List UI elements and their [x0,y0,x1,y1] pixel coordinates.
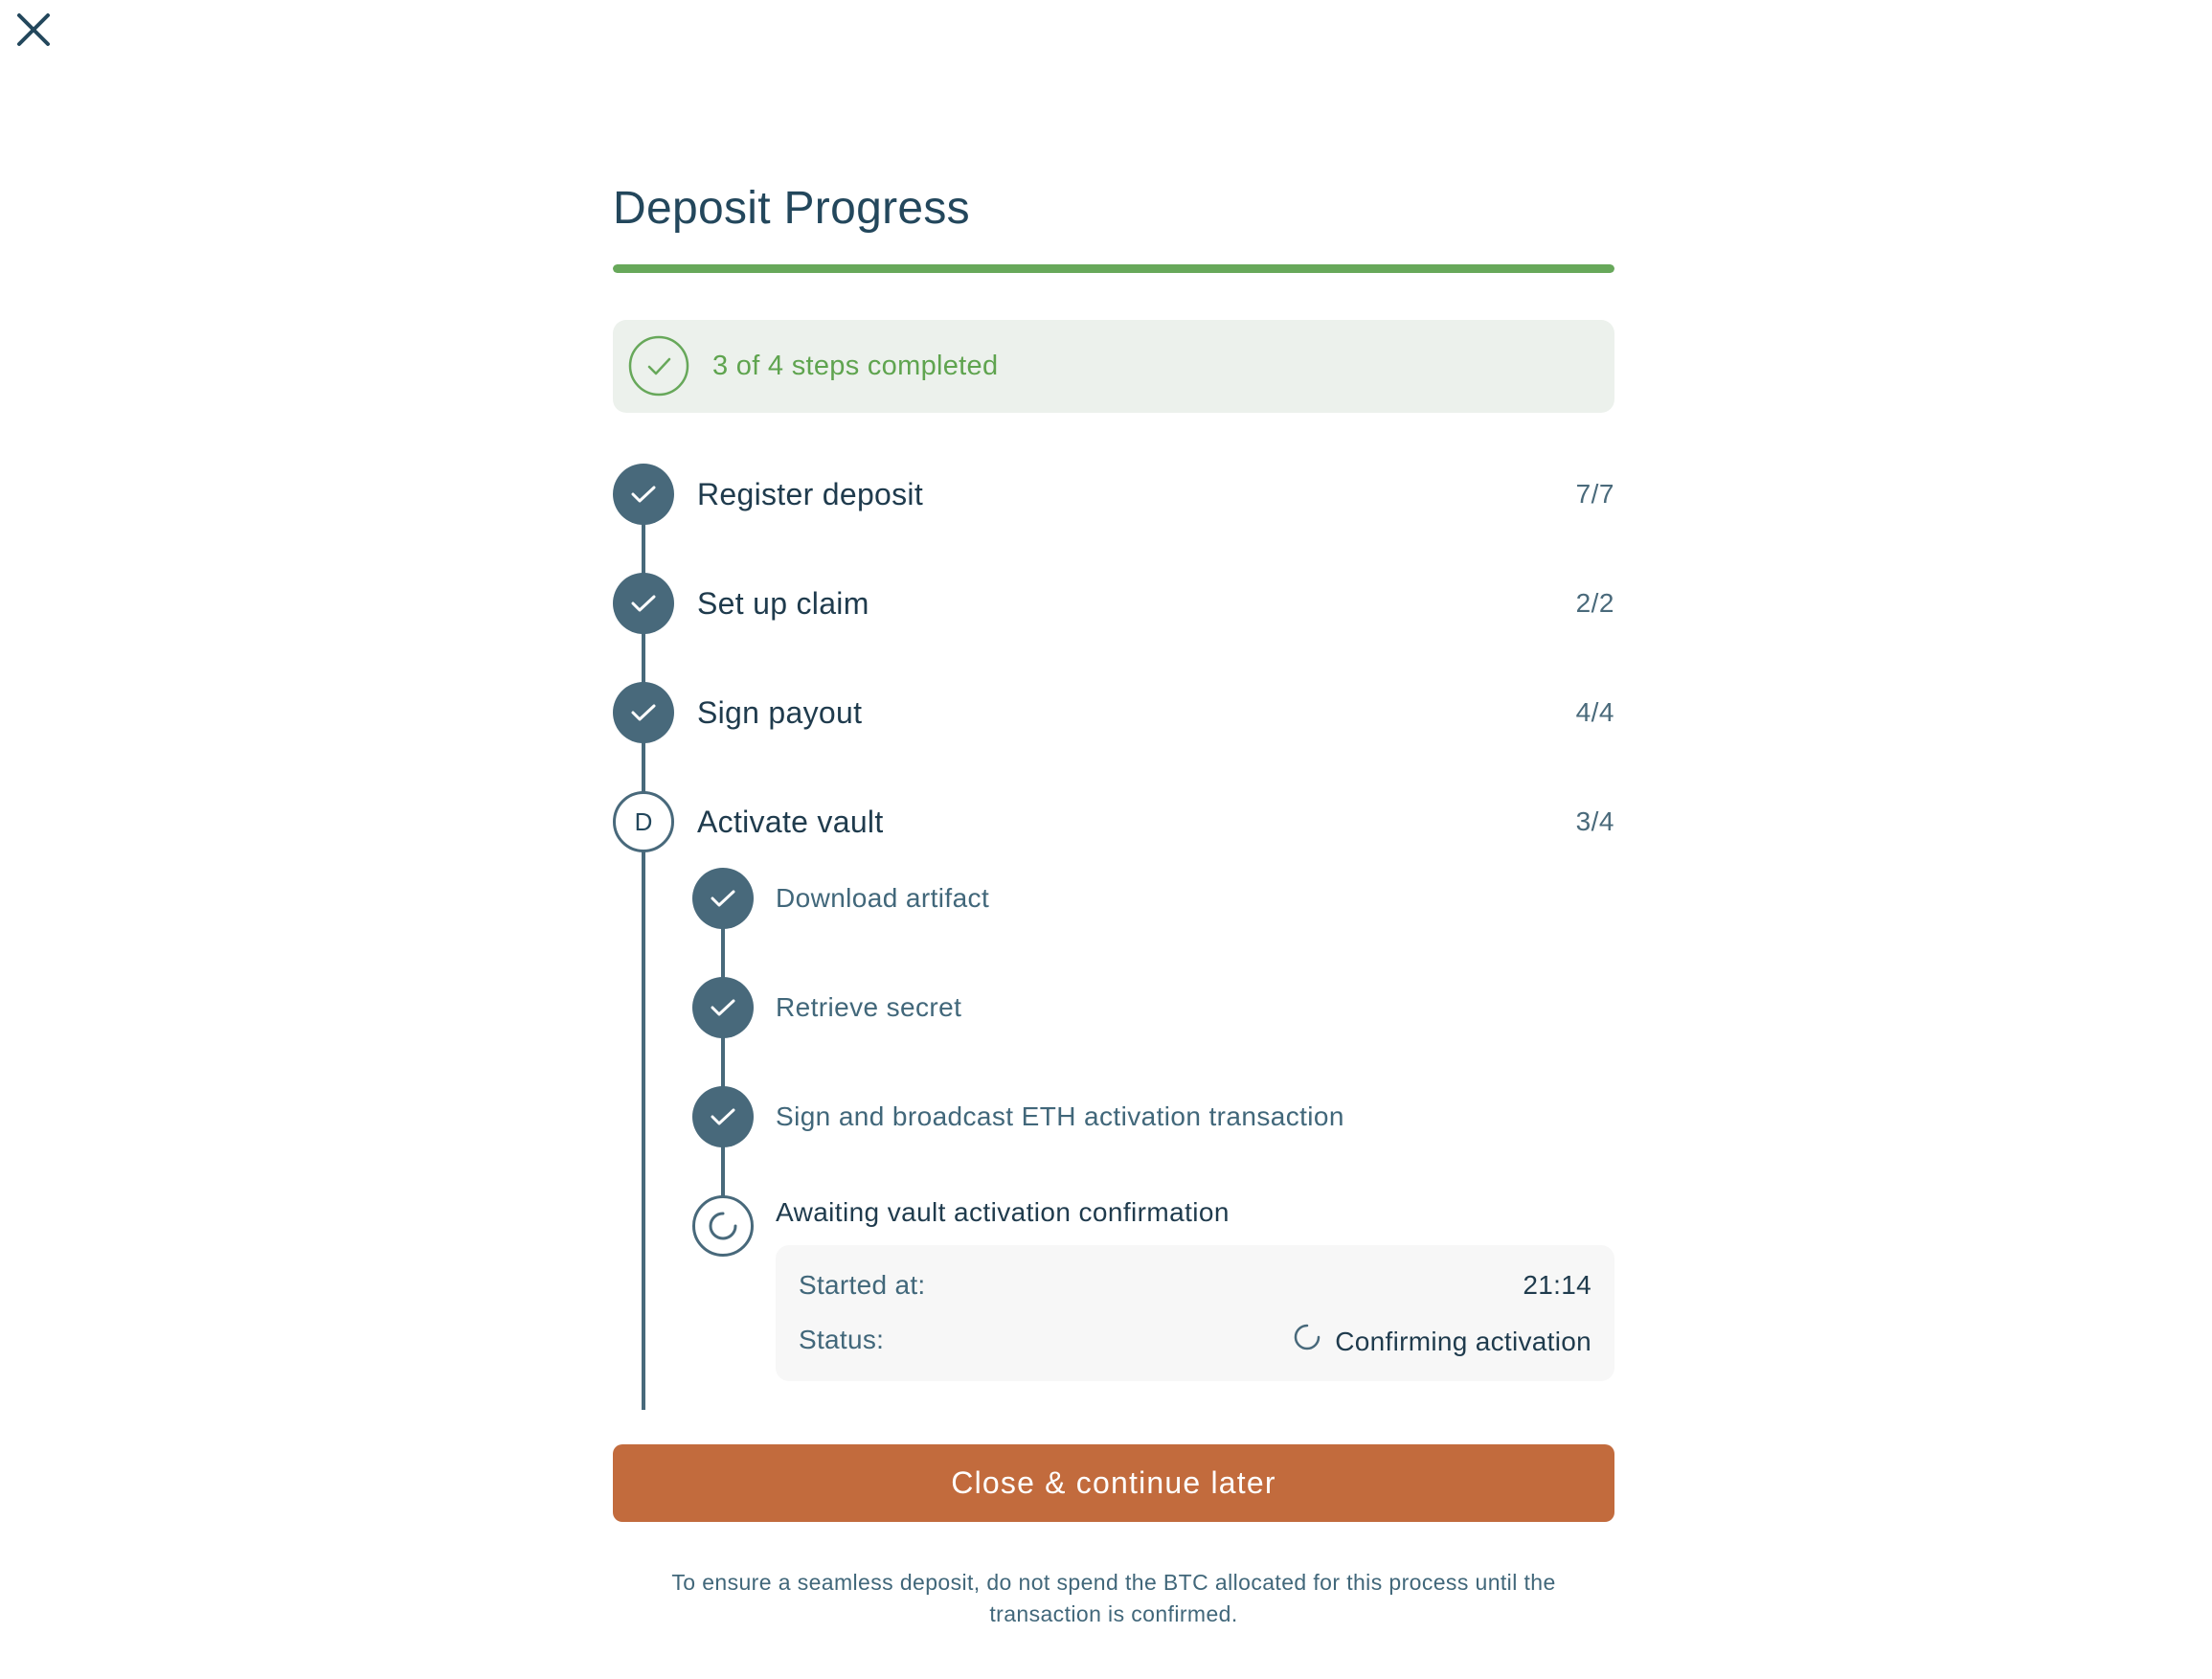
spinner-icon [1293,1323,1321,1360]
steps-timeline [613,0,1614,1679]
check-icon [613,682,674,743]
substep-label-retrieve-secret: Retrieve secret [776,992,962,1022]
substep-label-sign-broadcast: Sign and broadcast ETH activation transaction [776,1101,1344,1131]
check-icon [692,1086,754,1147]
timeline-connector [642,626,645,684]
page-title: Deposit Progress [613,183,970,234]
step-count-register-deposit: 7/7 [1575,479,1614,509]
close-icon[interactable] [13,10,54,50]
substep-label-download-artifact: Download artifact [776,883,990,913]
step-count-sign-payout: 4/4 [1575,697,1614,727]
check-icon [613,464,674,525]
check-icon [692,868,754,929]
status-value [1293,1323,1591,1360]
step-label-sign-payout: Sign payout [697,695,863,730]
step-count-set-up-claim: 2/2 [1575,588,1614,618]
step-label-activate-vault: Activate vault [697,805,884,839]
started-at-label: Started at: [799,1270,926,1300]
substep-connector [721,927,725,979]
started-at-time: 21:14 [1523,1270,1591,1300]
started-at-value [1523,1268,1591,1303]
step-marker-d: D [613,791,674,852]
activation-details-box [776,1245,1614,1381]
timeline-connector [642,517,645,575]
substep-label-awaiting-confirmation: Awaiting vault activation confirmation [776,1197,1230,1227]
check-icon [613,573,674,634]
deposit-warning-note: To ensure a seamless deposit, do not spend the BTC allocated for this process until the transaction is confirmed. [671,1570,1556,1626]
close-continue-later-button[interactable]: Close & continue later [613,1444,1614,1522]
steps-summary-text: 3 of 4 steps completed [712,351,999,381]
step-label-register-deposit: Register deposit [697,477,924,511]
check-icon [692,977,754,1038]
status-label: Status: [799,1325,885,1354]
substep-connector [721,1036,725,1088]
spinner-icon [692,1195,754,1257]
step-count-activate-vault: 3/4 [1575,806,1614,836]
timeline-connector [642,845,645,1410]
step-label-set-up-claim: Set up claim [697,586,869,621]
deposit-progress-panel [613,0,1614,1679]
substep-connector [721,1146,725,1197]
status-text: Confirming activation [1335,1326,1591,1356]
timeline-connector [642,736,645,793]
